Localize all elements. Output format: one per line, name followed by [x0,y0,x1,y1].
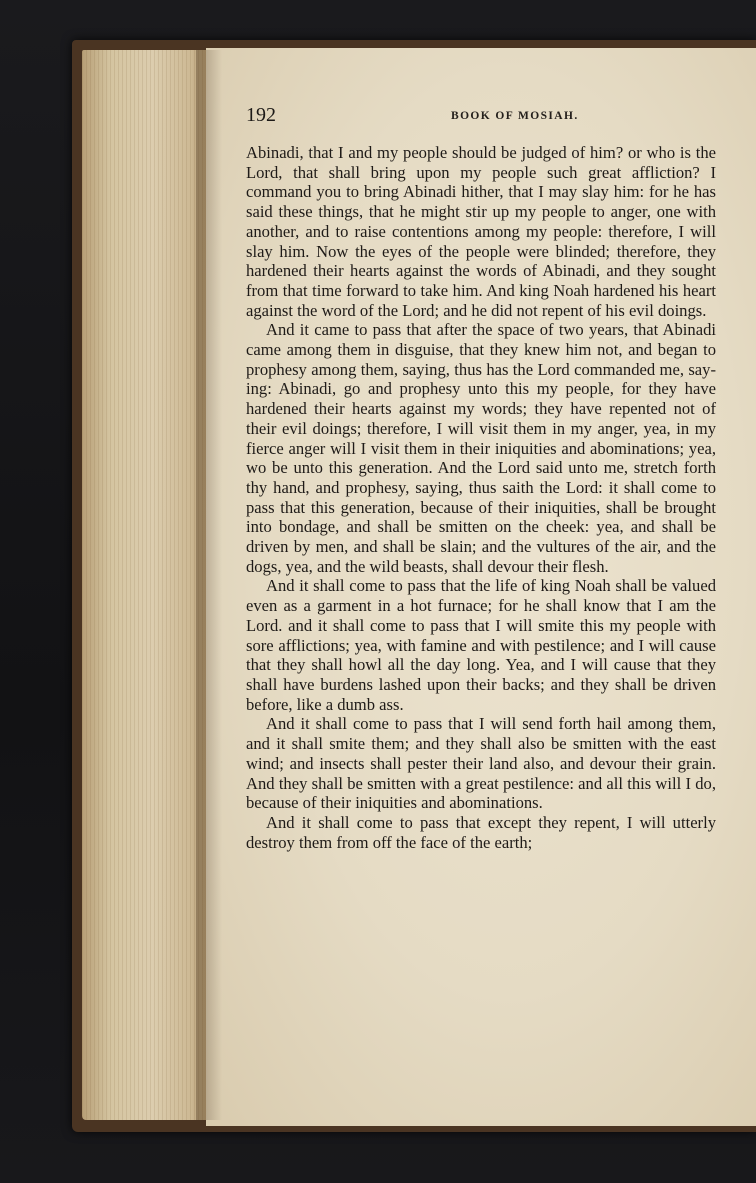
paragraph-continued: Abinadi, that I and my people should be judged of him? or who is the Lord, that shall bring upon my people such great affliction? I command you to bring Abinadi hither, that I may slay him: for he has said these things, that he might stir up my people to anger, one with another, and to raise contentions among my people: therefore, I will slay him. Now the eyes of the people were blinded; therefore, they hardened their hearts against the words of Abinadi, and they sought from that time forward to take him. And king Noah hardened his heart against the word of the Lord; and he did not repent of his evil doings. [246,143,716,320]
page-block-edges [82,50,210,1120]
running-title: BOOK OF MOSIAH. [451,110,579,122]
running-head [246,104,726,134]
paragraph: And it shall come to pass that I will send forth hail among them, and it shall smite them; and they shall also be smitten with the east wind; and insects shall pester their land also, and devour their grain. And they shall be smitten with a great pestilence: and all this will I do, because of their iniquities and abominations. [246,714,716,813]
book-page [206,48,756,1126]
page-number: 192 [246,104,276,126]
body-text [246,143,716,852]
paragraph: And it shall come to pass that except they repent, I will utterly destroy them from off the face of the earth; [246,812,716,852]
paragraph: And it shall come to pass that the life of king Noah shall be valued even as a garment in a hot furnace; for he shall know that I am the Lord. and it shall come to pass that I will smite this my people with sore afflictions; yea, with famine and with pestilence; and I will cause that they shall howl all the day long. Yea, and I will cause that they shall have burdens lashed upon their backs; and they shall be driven before, like a dumb ass. [246,576,716,714]
paragraph: And it came to pass that after the space of two years, that Abinadi came among them in disguise, that they knew him not, and began to prophesy among them, saying, thus has the Lord commanded me, saying: Abinadi, go and prophesy unto this my people, for they have hardened their hearts against my words; they have repented not of their evil doings; therefore, I will visit them in my anger, yea, in my fierce anger will I visit them in their iniquities and abominations; yea, wo be unto this generation. And the Lord said unto me, stretch forth thy hand, and prophesy, saying, thus saith the Lord: it shall come to pass that this generation, because of their iniquities, shall be brought into bondage, and shall be smitten on the cheek: yea, and shall be driven by men, and shall be slain; and the vultures of the air, and the dogs, yea, and the wild beasts, shall devour their flesh. [246,320,716,576]
